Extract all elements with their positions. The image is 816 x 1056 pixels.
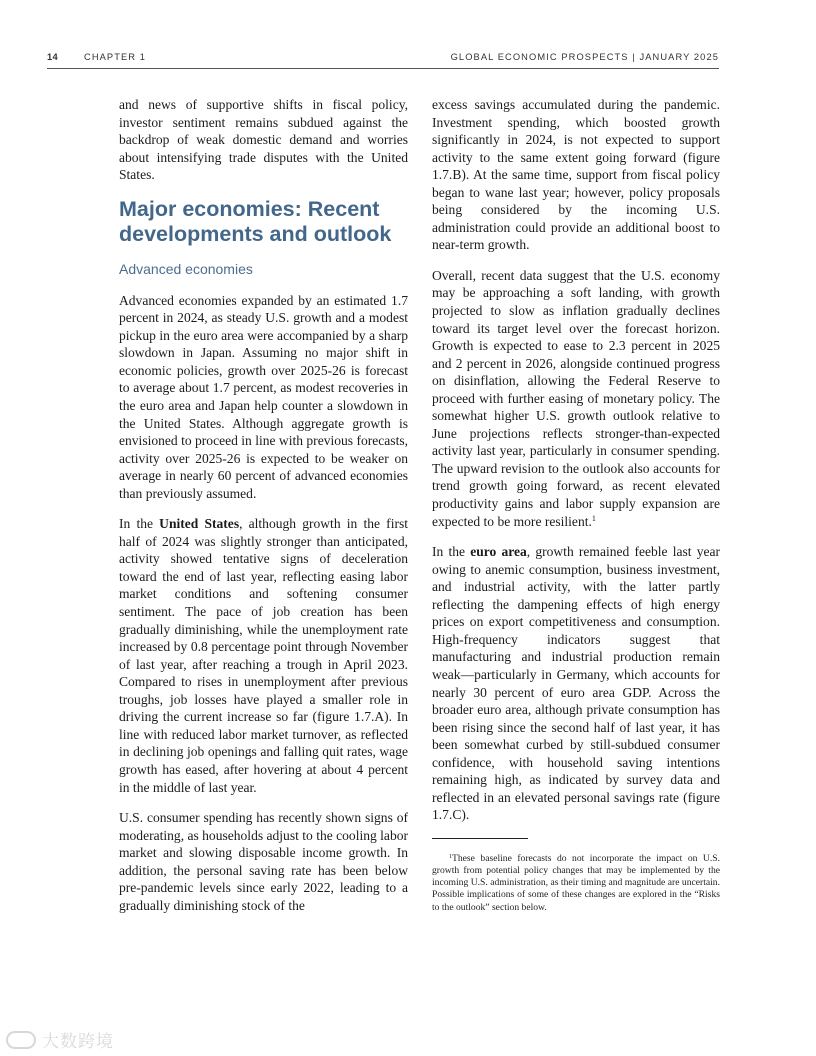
- footnote-reference[interactable]: 1: [591, 513, 596, 523]
- footnote-text: These baseline forecasts do not incorporate the impact on U.S. growth from potential policy changes that may be implemented by the incoming U.S. administration, as their timing and magnitude are uncertain. Possible implications of some of these changes are explored in the “Risks to the outlook” section below.: [432, 852, 720, 913]
- chapter-label: CHAPTER 1: [84, 52, 147, 62]
- paragraph-continued: excess savings accumulated during the pandemic. Investment spending, which boosted growth significantly in 2024, is not expected to support activity to the same extent going forward (figure 1.7.B). At the same time, support from fiscal policy began to wane last year; however, policy proposals being considered by the incoming U.S. administration could provide an additional boost to near-term growth.: [432, 97, 720, 253]
- watermark: [6, 1027, 114, 1052]
- section-heading: Major economies: Recent developments and outlook: [119, 196, 392, 246]
- watermark-text: 大数跨境: [42, 1032, 114, 1052]
- paragraph-body: , growth remained feeble last year owing to anemic consumption, business investment, and industrial activity, with the latter partly reflecting the dampening effects of high energy prices on export competitiveness and consumption. High-frequency indicators suggest that manufacturing and industrial production remain weak—particularly in Germany, which accounts for nearly 30 percent of euro area GDP. Across the broader euro area, although private consumption has been rising since the second half of last year, it has been somewhat curbed by still-subdued consumer confidence, with household saving intentions remaining high, as indicated by survey data and reflected in an elevated personal savings rate (figure 1.7.C).: [432, 544, 721, 823]
- left-column: [119, 96, 408, 927]
- footnote: [432, 853, 720, 914]
- subheading-advanced-economies: Advanced economies: [119, 260, 253, 277]
- paragraph-united-states: [119, 515, 408, 796]
- right-column: [432, 96, 720, 927]
- paragraph-lead: In the: [432, 544, 471, 560]
- watermark-logo-icon: [6, 1031, 36, 1049]
- paragraph-overall: [432, 267, 720, 530]
- bold-term-euro-area: euro area: [470, 544, 527, 560]
- paragraph-lead: In the: [119, 516, 160, 532]
- paragraph-euro-area: [432, 543, 720, 824]
- paragraph-consumer-spending: U.S. consumer spending has recently shown signs of moderating, as households adjust to the cooling labor market and slowing disposable income growth. In addition, the personal saving rate has been below pre-pandemic levels since early 2022, leading to a gradually diminishing stock of the: [119, 810, 408, 913]
- running-header: [47, 52, 719, 69]
- footnote-divider: [432, 838, 528, 839]
- footnote-number: 1: [449, 853, 452, 860]
- page-number: 14: [47, 52, 58, 62]
- publication-title: GLOBAL ECONOMIC PROSPECTS | JANUARY 2025: [450, 52, 719, 62]
- intro-paragraph: and news of supportive shifts in fiscal policy, investor sentiment remains subdued against the backdrop of weak domestic demand and worries about intensifying trade disputes with the United States.: [119, 97, 408, 183]
- paragraph-body: , although growth in the first half of 2024 was slightly stronger than anticipated, activity showed tentative signs of deceleration toward the end of last year, reflecting easing labor market conditions and softening consumer sentiment. The pace of job creation has been gradually diminishing, while the unemployment rate increased by 0.8 percentage point through November of last year, after reaching a trough in April 2023. Compared to rises in unemployment after previous troughs, job losses have played a smaller role in driving the current increase so far (figure 1.7.A). In line with reduced labor market turnover, as reflected in declining job openings and falling quit rates, wage growth has eased, after hovering at about 4 percent in the middle of last year.: [119, 516, 409, 795]
- paragraph-body: Overall, recent data suggest that the U.S. economy may be approaching a soft landing, with growth projected to slow as inflation gradually declines toward its target level over the forecast horizon. Growth is expected to ease to 2.3 percent in 2025 and 2 percent in 2026, alongside continued progress on disinflation, allowing the Federal Reserve to proceed with further easing of monetary policy. The somewhat higher U.S. growth outlook relative to June projections reflects stronger-than-expected activity last year, particularly in consumer spending. The upward revision to the outlook also accounts for trend growth going forward, as recent elevated productivity gains and labor supply expansion are expected to be more resilient.: [432, 267, 720, 529]
- paragraph-advanced-economies: Advanced economies expanded by an estimated 1.7 percent in 2024, as steady U.S. growth and a modest pickup in the euro area were accompanied by a sharp slowdown in Japan. Assuming no major shift in economic policies, growth over 2025-26 is forecast to average about 1.7 percent, as modest recoveries in the euro area and Japan help counter a slowdown in the United States. Although aggregate growth is envisioned to proceed in line with previous forecasts, activity over 2025-26 is expected to be weaker on average in nearly 60 percent of advanced economies than previously assumed.: [119, 292, 408, 501]
- bold-term-united-states: United States: [159, 516, 240, 532]
